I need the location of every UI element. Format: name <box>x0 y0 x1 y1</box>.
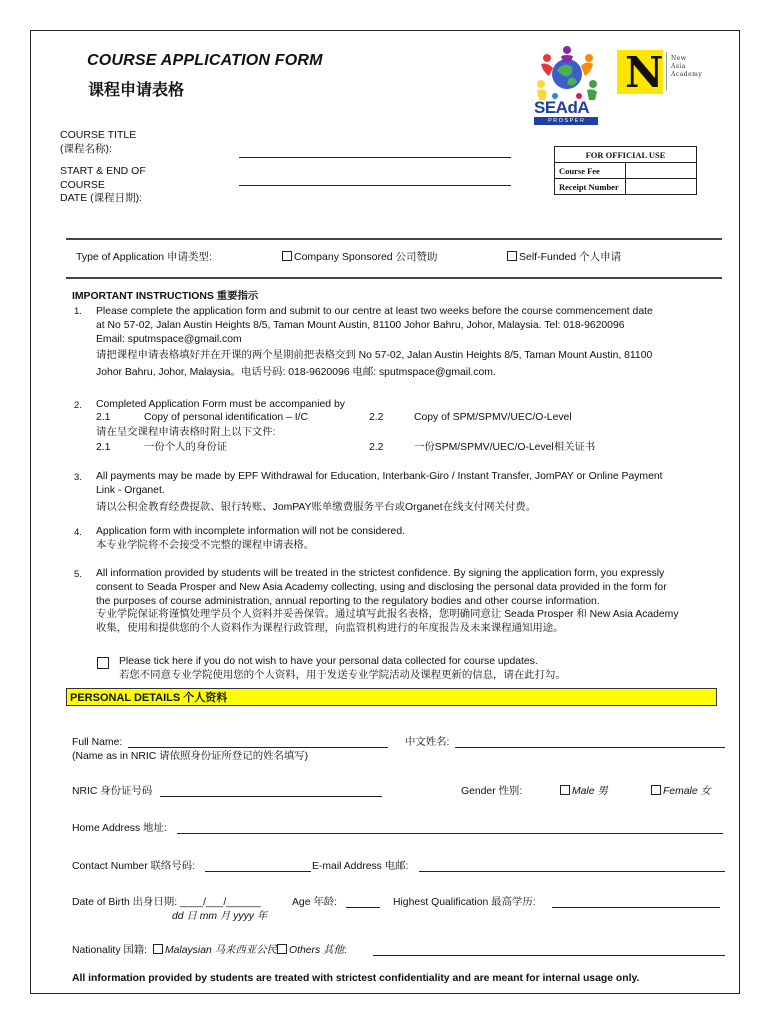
gender-label: Gender 性别: <box>461 786 523 797</box>
age-label: Age 年龄: <box>292 897 338 908</box>
item-number: 2. <box>74 400 82 411</box>
seada-logo-subtext: P R O S P E R <box>534 117 598 125</box>
text-line: 本专业学院将不会接受不完整的课程申请表格。 <box>96 539 315 551</box>
logo-text-line: Asia <box>671 63 686 70</box>
chinese-name-field[interactable] <box>455 747 725 748</box>
text-line: at No 57-02, Jalan Austin Heights 8/5, Taman Mount Austin, 81100 Johor Bahru, Johor, Malaysia. Tel: 018-9620096 <box>96 319 625 331</box>
official-use-header: FOR OFFICIAL USE <box>555 147 697 163</box>
home-address-field[interactable] <box>177 833 723 834</box>
full-name-note: (Name as in NRIC 请依照身份证所登记的姓名填写) <box>72 751 309 762</box>
official-use-table <box>554 146 697 195</box>
text-line: 请把课程申请表格填好并在开课的两个星期前把表格交到 No 57-02, Jalan Austin Heights 8/5, Taman Mount Austin, 81100 <box>96 350 653 362</box>
text-line: Please complete the application form and submit to our centre at least two weeks before the course commencement date <box>96 306 653 317</box>
home-address-label: Home Address 地址: <box>72 823 167 834</box>
email-label: E-mail Address 电邮: <box>312 861 409 872</box>
option-label: Self-Funded 个人申请 <box>519 251 622 263</box>
new-asia-academy-logo <box>617 48 664 97</box>
receipt-number-cell[interactable] <box>626 179 697 195</box>
divider <box>66 238 722 240</box>
personal-details-heading: PERSONAL DETAILS 个人资料 <box>66 688 717 706</box>
nationality-row <box>72 944 347 958</box>
checkbox[interactable] <box>560 785 570 795</box>
checkbox[interactable] <box>651 785 661 795</box>
course-fee-label: Course Fee <box>555 163 626 179</box>
label-line: COURSE <box>60 178 105 191</box>
option-label: Company Sponsored 公司赞助 <box>294 251 438 263</box>
text-line: 一份SPM/SPMV/UEC/O-Level相关证书 <box>414 442 596 453</box>
application-type-label: Type of Application 申请类型: <box>76 251 212 263</box>
course-title-label <box>60 129 136 156</box>
text-line: the purposes of course administration, annual reporting to the regulatory bodies and other course information. <box>96 595 600 607</box>
checkbox[interactable] <box>507 251 517 261</box>
logo-text-line: Academy <box>671 71 703 78</box>
sub-number: 2.2 <box>369 412 384 423</box>
sub-number: 2.1 <box>96 442 111 453</box>
item-number: 4. <box>74 527 82 538</box>
highest-qualification-field[interactable] <box>552 907 720 908</box>
text-line: 收集，使用和提供您的个人资料作为课程行政管理，向监管机构进行的年度报告及未来课程通知用途。 <box>96 623 564 635</box>
item-number: 3. <box>74 472 82 483</box>
option-label: Others 其他 <box>288 945 344 956</box>
instructions-heading: IMPORTANT INSTRUCTIONS 重要指示 <box>72 291 259 302</box>
chinese-name-label: 中文姓名: <box>405 737 450 748</box>
text-line: 请在呈交课程申请表格时附上以下文件: <box>96 427 276 438</box>
receipt-number-label: Receipt Number <box>555 179 626 195</box>
course-title-field[interactable] <box>239 157 511 158</box>
date-format-hint: dd 日 mm 月 yyyy 年 <box>172 911 268 922</box>
text-line: Email: sputmspace@gmail.com <box>96 333 242 345</box>
item-number: 1. <box>74 306 82 317</box>
logo-letter: N <box>625 48 664 97</box>
text-line: 专业学院保证将谨慎处理学员个人资料并妥善保管。通过填写此报名表格，您明确同意让 Seada Prosper 和 New Asia Academy <box>96 609 679 621</box>
gender-male-option[interactable] <box>560 785 608 799</box>
text-line: Johor Bahru, Johor, Malaysia。电话号码: 018-9620096 电邮: sputmspace@gmail.com. <box>96 367 496 379</box>
logo-text-line: New <box>671 55 687 62</box>
highest-qualification-label: Highest Qualification 最高学历: <box>393 897 536 908</box>
colon: : <box>343 945 347 956</box>
text-line: consent to Seada Prosper and New Asia Academy collecting, using and disclosing the personal data provided in the form for <box>96 581 667 593</box>
date-of-birth-field[interactable]: Date of Birth 出身日期: ____/___/______ <box>72 897 261 908</box>
course-date-label <box>60 165 146 206</box>
label-line: START & END OF <box>60 165 146 177</box>
text-line: Completed Application Form must be accompanied by <box>96 399 345 410</box>
contact-number-label: Contact Number 联络号码: <box>72 861 195 872</box>
item-number: 5. <box>74 569 82 580</box>
logo-divider <box>666 52 667 90</box>
option-label: Malaysian 马来西亚公民 <box>164 945 277 956</box>
text-line: All information provided by students will be treated in the strictest confidence. By signing the application form, you expressly <box>96 568 665 579</box>
form-title-cn: 课程申请表格 <box>88 82 185 99</box>
option-label: Male 男 <box>572 786 608 797</box>
option-label: Female 女 <box>663 786 711 797</box>
full-name-field[interactable] <box>128 747 388 748</box>
checkbox[interactable] <box>282 251 292 261</box>
instruction-1 <box>96 305 653 380</box>
sub-number: 2.1 <box>96 412 111 423</box>
option-company-sponsored[interactable] <box>282 251 438 265</box>
contact-number-field[interactable] <box>205 871 311 872</box>
instruction-5 <box>96 567 679 636</box>
label-line: DATE (课程日期): <box>60 192 143 204</box>
seada-logo-text: SEAdA <box>534 98 590 117</box>
email-field[interactable] <box>419 871 725 872</box>
nationality-label: Nationality 国籍: <box>72 945 148 956</box>
data-optout-checkbox[interactable] <box>97 657 109 669</box>
text-line: Link - Organet. <box>96 484 165 496</box>
instruction-2 <box>96 398 345 412</box>
divider <box>66 277 722 279</box>
text-line: 请以公积金教育经费提款、银行转账、JomPAY账单缴费服务平台或Organet在线支付网关付费。 <box>96 501 537 513</box>
text-line: 一份个人的身份证 <box>144 442 228 453</box>
label-line: COURSE TITLE <box>60 129 137 141</box>
new-asia-academy-text <box>671 55 702 79</box>
instruction-4 <box>96 525 405 553</box>
text-line: Copy of SPM/SPMV/UEC/O-Level <box>414 412 572 423</box>
form-title: COURSE APPLICATION FORM <box>87 52 323 69</box>
full-name-label: Full Name: <box>72 737 123 748</box>
text-line: Copy of personal identification – I/C <box>144 412 309 423</box>
nric-label: NRIC 身份证号码 <box>72 786 153 797</box>
age-field[interactable] <box>346 907 380 908</box>
label-line: (课程名称): <box>60 142 112 155</box>
seada-logo <box>533 44 601 126</box>
text-line: All payments may be made by EPF Withdrawal for Education, Interbank-Giro / Instant Transfer, JomPAY or Online Payment <box>96 471 663 482</box>
course-date-field[interactable] <box>239 185 511 186</box>
course-fee-cell[interactable] <box>626 163 697 179</box>
option-self-funded[interactable] <box>507 251 621 265</box>
optout-text-cn: 若您不同意专业学院使用您的个人资料，用于发送专业学院活动及课程更新的信息，请在此打勾。 <box>119 670 566 681</box>
checkbox-others[interactable] <box>277 944 287 954</box>
instruction-3 <box>96 470 663 514</box>
sub-number: 2.2 <box>369 442 384 453</box>
nric-field[interactable] <box>160 796 382 797</box>
gender-female-option[interactable] <box>651 785 711 799</box>
checkbox-malaysian[interactable] <box>153 944 163 954</box>
confidentiality-footer: All information provided by students are treated with strictest confidentiality and are meant for internal usage only. <box>72 973 640 984</box>
text-line: Application form with incomplete information will not be considered. <box>96 526 405 537</box>
optout-text: Please tick here if you do not wish to have your personal data collected for course updates. <box>119 656 538 667</box>
nationality-others-field[interactable] <box>373 955 725 956</box>
